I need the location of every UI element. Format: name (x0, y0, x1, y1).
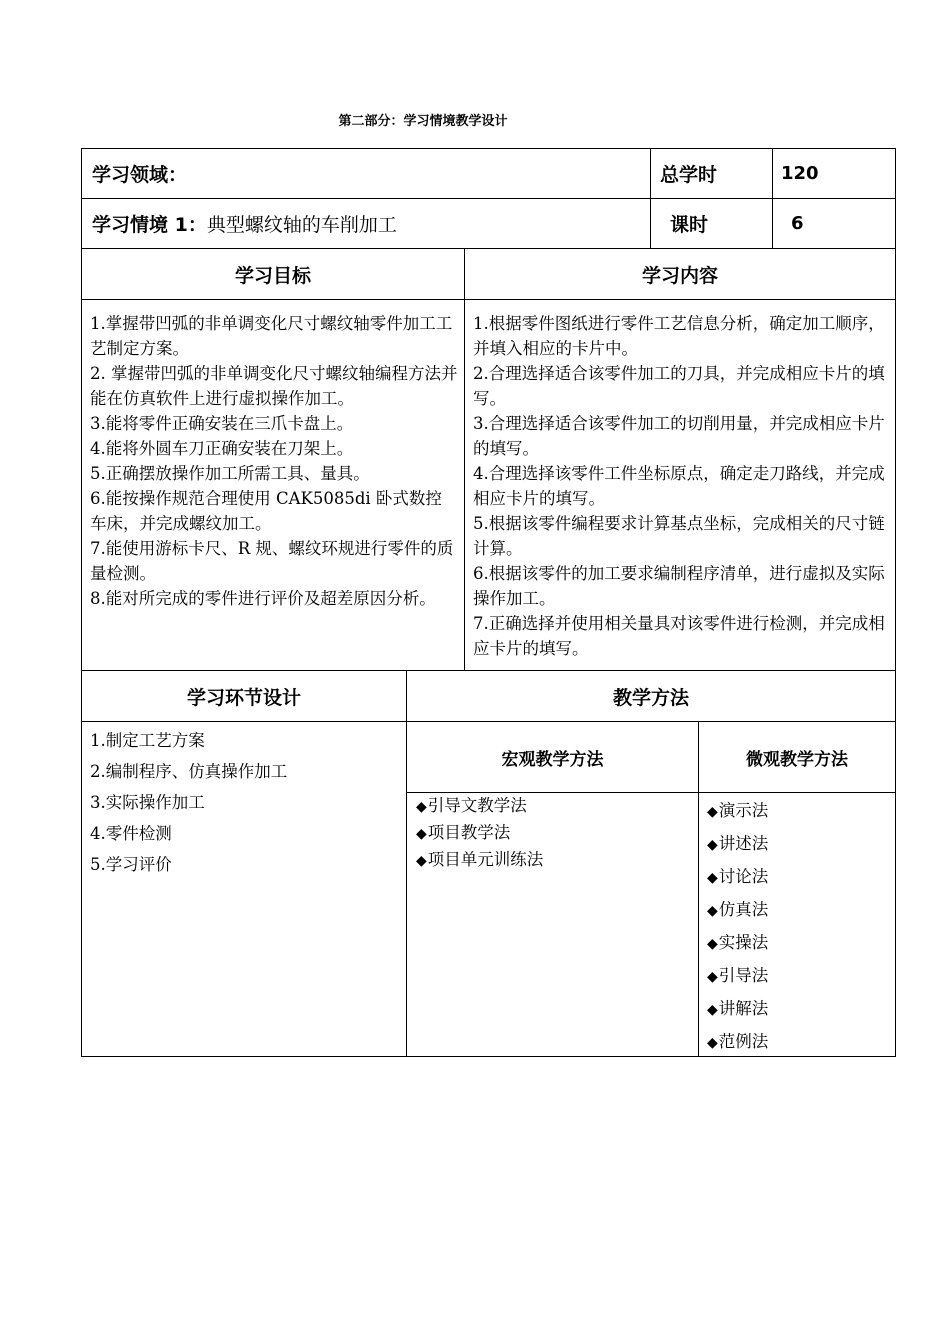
total-hours-value: 120 (781, 163, 819, 184)
micro-method-item: ◆讲述法 (707, 834, 769, 853)
objective-item: 5.正确摆放操作加工所需工具、量具。 (90, 464, 370, 483)
field-label: 学习领域： (92, 164, 188, 186)
content-header: 学习内容 (641, 264, 718, 287)
macro-methods-header: 宏观教学方法 (501, 749, 604, 770)
objective-item: 1.掌握带凹弧的非单调变化尺寸螺纹轴零件加工工艺制定方案。 (90, 314, 453, 358)
content-item: 2.合理选择适合该零件加工的刀具，并完成相应卡片的填写。 (473, 364, 885, 408)
diamond-bullet-icon: ◆ (416, 853, 427, 869)
macro-methods-list (416, 793, 694, 874)
content-item: 5.根据该零件编程要求计算基点坐标，完成相关的尺寸链计算。 (473, 514, 885, 558)
diamond-bullet-icon: ◆ (707, 969, 718, 985)
micro-method-item: ◆实操法 (707, 933, 769, 952)
micro-methods-list (707, 795, 891, 1059)
objective-item: 8.能对所完成的零件进行评价及超差原因分析。 (90, 589, 436, 608)
objectives-header: 学习目标 (234, 264, 311, 287)
content-item: 1.根据零件图纸进行零件工艺信息分析，确定加工顺序，并填入相应的卡片中。 (473, 314, 885, 358)
stages-header: 学习环节设计 (186, 686, 301, 709)
diamond-bullet-icon: ◆ (707, 804, 718, 820)
micro-method-item: ◆仿真法 (707, 900, 769, 919)
objective-item: 7.能使用游标卡尺、R 规、螺纹环规进行零件的质量检测。 (90, 539, 454, 583)
content-item: 6.根据该零件的加工要求编制程序清单，进行虚拟及实际操作加工。 (473, 564, 885, 608)
micro-method-item: ◆讲解法 (707, 999, 769, 1018)
objective-item: 4.能将外圆车刀正确安装在刀架上。 (90, 439, 354, 458)
content-item: 7.正确选择并使用相关量具对该零件进行检测，并完成相应卡片的填写。 (473, 614, 885, 658)
micro-method-item: ◆范例法 (707, 1032, 769, 1051)
stage-item: 4.零件检测 (90, 824, 172, 843)
macro-method-item: ◆项目教学法 (416, 823, 511, 842)
content-item: 3.合理选择适合该零件加工的切削用量，并完成相应卡片的填写。 (473, 414, 885, 458)
objectives-list (90, 311, 458, 611)
situation-name: 典型螺纹轴的车削加工 (206, 214, 397, 236)
diamond-bullet-icon: ◆ (707, 837, 718, 853)
stages-list (90, 725, 400, 880)
section-title: 第二部分：学习情境教学设计 (338, 114, 508, 129)
diamond-bullet-icon: ◆ (416, 799, 427, 815)
diamond-bullet-icon: ◆ (707, 936, 718, 952)
methods-header: 教学方法 (612, 686, 689, 709)
diamond-bullet-icon: ◆ (707, 1002, 718, 1018)
objective-item: 2. 掌握带凹弧的非单调变化尺寸螺纹轴编程方法并能在仿真软件上进行虚拟操作加工。 (90, 364, 458, 408)
stage-item: 3.实际操作加工 (90, 793, 205, 812)
diamond-bullet-icon: ◆ (416, 826, 427, 842)
content-item: 4.合理选择该零件工件坐标原点，确定走刀路线，并完成相应卡片的填写。 (473, 464, 885, 508)
objective-item: 3.能将零件正确安装在三爪卡盘上。 (90, 414, 354, 433)
stage-item: 2.编制程序、仿真操作加工 (90, 762, 288, 781)
situation-cell (92, 199, 642, 248)
macro-method-item: ◆引导文教学法 (416, 796, 527, 815)
diamond-bullet-icon: ◆ (707, 1035, 718, 1051)
hours-label: 课时 (670, 214, 709, 236)
stage-item: 1.制定工艺方案 (90, 731, 205, 750)
situation-label: 学习情境 1： (92, 214, 207, 236)
diamond-bullet-icon: ◆ (707, 903, 718, 919)
hours-value: 6 (791, 213, 804, 234)
micro-methods-header: 微观教学方法 (746, 749, 848, 770)
content-list (473, 311, 889, 661)
stage-item: 5.学习评价 (90, 855, 172, 874)
micro-method-item: ◆演示法 (707, 801, 769, 820)
total-hours-label: 总学时 (660, 164, 718, 186)
micro-method-item: ◆引导法 (707, 966, 769, 985)
objective-item: 6.能按操作规范合理使用 CAK5085di 卧式数控车床，并完成螺纹加工。 (90, 489, 442, 533)
macro-method-item: ◆项目单元训练法 (416, 850, 544, 869)
micro-method-item: ◆讨论法 (707, 867, 769, 886)
diamond-bullet-icon: ◆ (707, 870, 718, 886)
